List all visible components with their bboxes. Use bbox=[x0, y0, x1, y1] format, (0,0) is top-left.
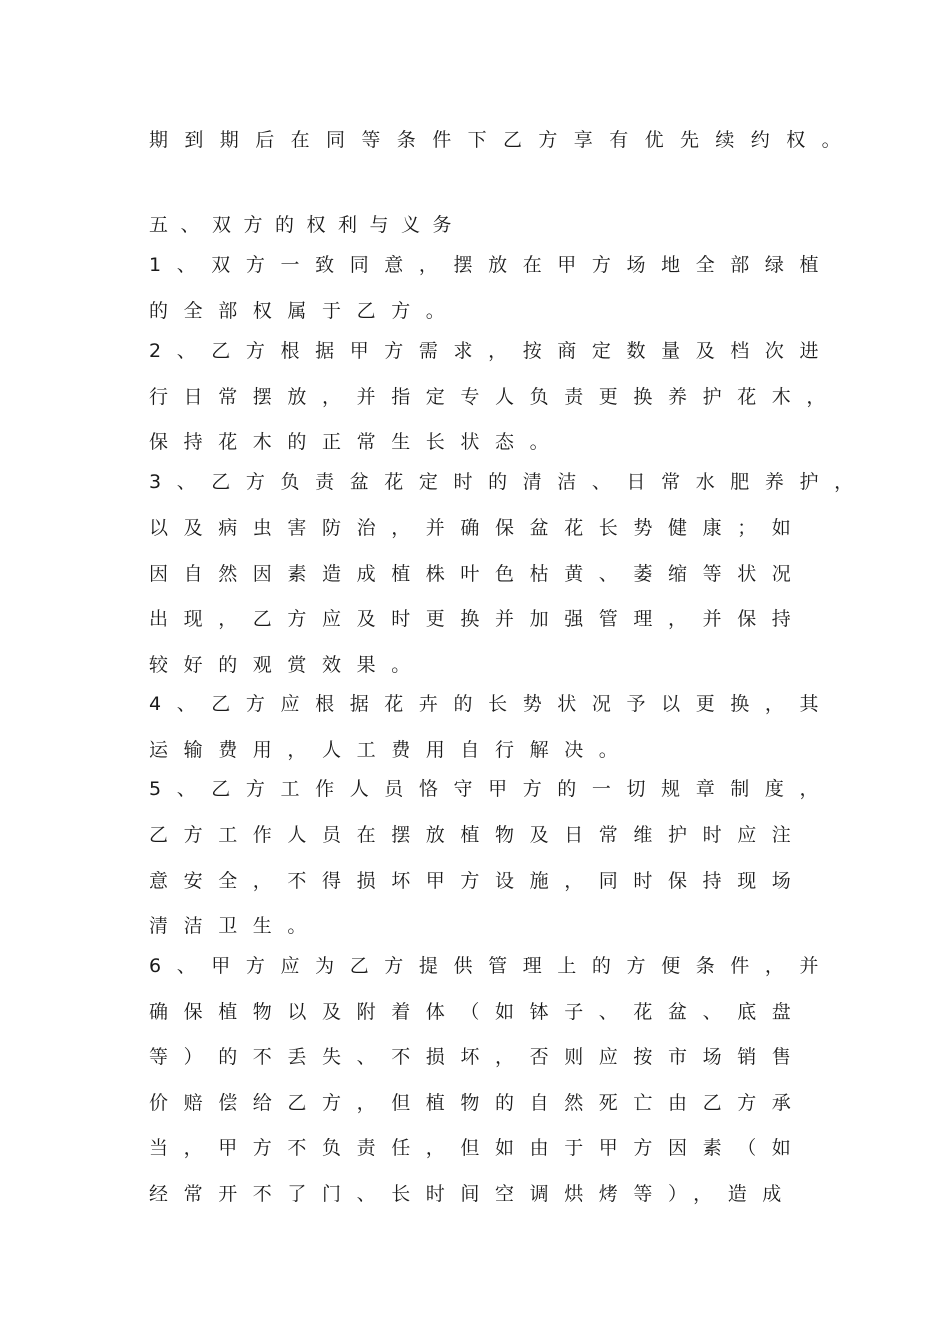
clause-6-line-5: 当，甲方不负责任，但如由于甲方因素（如 bbox=[149, 1137, 807, 1159]
clause-2-line-2: 行日常摆放，并指定专人负责更换养护花木， bbox=[149, 386, 842, 408]
clause-5-line-2: 乙方工作人员在摆放植物及日常维护时应注 bbox=[149, 824, 807, 846]
clause-6-line-4: 价赔偿给乙方，但植物的自然死亡由乙方承 bbox=[149, 1092, 807, 1114]
clause-3-line-1: 3、乙方负责盆花定时的清洁、日常水肥养护， bbox=[149, 471, 869, 493]
clause-5-line-4: 清洁卫生。 bbox=[149, 915, 323, 937]
clause-1-line-2: 的全部权属于乙方。 bbox=[149, 300, 461, 322]
clause-4-line-2: 运输费用，人工费用自行解决。 bbox=[149, 739, 634, 761]
clause-3-line-2: 以及病虫害防治，并确保盆花长势健康；如 bbox=[149, 517, 807, 539]
clause-3-line-5: 较好的观赏效果。 bbox=[149, 654, 426, 676]
text-line-renewal: 期到期后在同等条件下乙方享有优先续约权。 bbox=[149, 129, 858, 151]
clause-1-line-1: 1、双方一致同意，摆放在甲方场地全部绿植 bbox=[149, 254, 835, 276]
clause-3-line-3: 因自然因素造成植株叶色枯黄、萎缩等状况 bbox=[149, 563, 807, 585]
clause-3-line-4: 出现，乙方应及时更换并加强管理，并保持 bbox=[149, 608, 807, 630]
clause-6-line-3: 等）的不丢失、不损坏，否则应按市场销售 bbox=[149, 1046, 807, 1068]
clause-2-line-1: 2、乙方根据甲方需求，按商定数量及档次进 bbox=[149, 340, 835, 362]
clause-6-line-6: 经常开不了门、长时间空调烘烤等），造成 bbox=[149, 1183, 797, 1205]
clause-5-line-3: 意安全，不得损坏甲方设施，同时保持现场 bbox=[149, 870, 807, 892]
clause-6-line-2: 确保植物以及附着体（如钵子、花盆、底盘 bbox=[149, 1001, 807, 1023]
section-heading-rights-obligations: 五、双方的权利与义务 bbox=[149, 214, 465, 236]
clause-6-line-1: 6、甲方应为乙方提供管理上的方便条件，并 bbox=[149, 955, 835, 977]
clause-5-line-1: 5、乙方工作人员恪守甲方的一切规章制度， bbox=[149, 778, 835, 800]
clause-4-line-1: 4、乙方应根据花卉的长势状况予以更换，其 bbox=[149, 693, 835, 715]
clause-2-line-3: 保持花木的正常生长状态。 bbox=[149, 431, 565, 453]
